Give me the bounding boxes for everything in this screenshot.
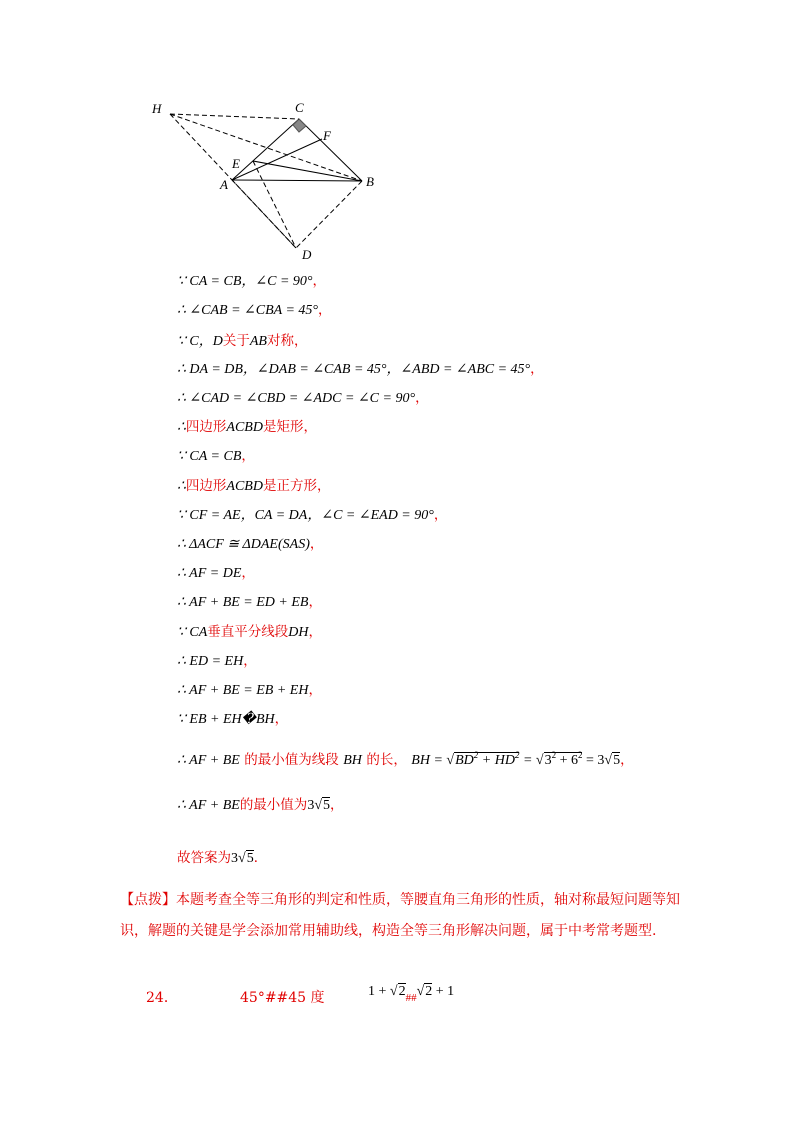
math: ∴ ΔACF ≅ ΔDAE(SAS) — [177, 537, 310, 552]
text: 四边形 — [185, 478, 227, 494]
text: 关于 — [222, 333, 250, 349]
label-b: B — [366, 174, 374, 189]
proof-line-18 — [177, 790, 344, 820]
punct: ． — [253, 850, 268, 866]
proof-line-4 — [177, 356, 544, 382]
sqrt-sign: √ — [389, 984, 398, 999]
proof-line-17 — [177, 740, 634, 770]
math: ∵ CF = AE，CA = DA，∠C = ∠EAD = 90° — [177, 508, 434, 523]
sqrt-sign: √ — [416, 984, 425, 999]
tip-paragraph — [120, 885, 690, 947]
label-d: D — [302, 247, 312, 262]
math: AB — [249, 334, 267, 349]
punct: ， — [274, 711, 289, 727]
sqrt-sign: √ — [314, 798, 322, 813]
segment-bd — [296, 181, 362, 248]
math: ∵ CA = CB，∠C = 90° — [177, 274, 313, 289]
sqrt-sign: √ — [604, 753, 613, 768]
punct: ， — [241, 565, 255, 581]
math: = 3 — [582, 753, 605, 768]
label-c: C — [295, 100, 304, 115]
segment-af — [232, 139, 322, 180]
math: 1 + — [368, 984, 390, 999]
segment-ab — [232, 180, 362, 181]
punct: ， — [309, 536, 324, 552]
answer-blank-2 — [368, 980, 454, 1010]
math: ∵ CA = CB — [177, 449, 242, 464]
proof-line-12 — [177, 589, 322, 615]
sqrt-sign: √ — [535, 753, 544, 768]
punct: ， — [308, 682, 322, 698]
math: ∴ AF + BE = EB + EH — [177, 683, 309, 698]
proof-line-5 — [177, 385, 429, 411]
segment-hc — [170, 114, 299, 119]
math: ∴ ∠CAD = ∠CBD = ∠ADC = ∠C = 90° — [177, 391, 416, 406]
text: 的最小值为 — [239, 797, 308, 813]
text: 垂直平分线段 — [207, 624, 289, 640]
tip-label: 【点拨】 — [120, 892, 176, 908]
proof-line-7 — [177, 443, 255, 469]
math: 3 — [307, 798, 315, 813]
proof-line-3 — [177, 328, 307, 354]
geometry-figure — [140, 92, 400, 264]
proof-line-6 — [177, 414, 317, 440]
answer-blank-1: 45°##45 度 — [240, 990, 325, 1006]
sqrt-sign: √ — [238, 851, 246, 866]
math: ACBD — [226, 420, 263, 435]
sqrt-radicand: $3^2 + 6^2$ — [544, 750, 583, 768]
math: ∴ AF + BE — [177, 798, 240, 813]
text: 四边形 — [185, 419, 227, 435]
punct: ， — [241, 448, 255, 464]
label-a: A — [220, 177, 228, 192]
proof-line-8 — [177, 473, 330, 499]
tip-text: 本题考查全等三角形的判定和性质，等腰直角三角形的性质，轴对称最短问题等知识，解题的关键是学会添加常用辅助线，构造全等三角形解决问题，属于中考常考题型. — [120, 892, 680, 939]
text: 的最小值为线段 — [244, 752, 339, 768]
proof-line-14 — [177, 648, 257, 674]
proof-line-19 — [177, 843, 267, 873]
text: 是矩形， — [262, 419, 317, 435]
proof-line-13 — [177, 619, 322, 645]
sqrt-radicand: 5 — [246, 851, 254, 866]
proof-line-15 — [177, 677, 322, 703]
math: ∴ AF + BE = ED + EB — [177, 595, 309, 610]
math: BH — [343, 753, 362, 768]
text: 对称， — [266, 333, 308, 349]
label-h: H — [152, 101, 162, 116]
math: ∵ CA — [177, 625, 208, 640]
punct: ， — [433, 507, 448, 523]
math: 3 — [231, 851, 238, 866]
punct: ， — [620, 752, 634, 768]
sqrt-radicand: 5 — [323, 798, 330, 813]
punct: ， — [318, 302, 332, 318]
math: ∴ — [177, 479, 186, 494]
punct: ， — [415, 390, 429, 406]
math: ∴ ED = EH — [177, 654, 244, 669]
math: + 1 — [432, 984, 455, 999]
punct: ， — [530, 361, 544, 377]
math: = — [519, 753, 536, 768]
sqrt-radicand: 2 — [398, 984, 406, 999]
punct: ， — [312, 273, 326, 289]
answer-number: 24． — [146, 990, 178, 1006]
proof-line-16 — [177, 706, 288, 732]
math: ∴ — [177, 420, 186, 435]
right-angle-marker — [293, 119, 306, 132]
segment-eb — [253, 161, 362, 181]
punct: ， — [330, 797, 344, 813]
text: 的长， — [366, 752, 407, 768]
segment-ed — [253, 161, 296, 248]
math: ACBD — [226, 479, 263, 494]
sqrt-sign: √ — [446, 753, 455, 768]
text: 是正方形， — [262, 478, 331, 494]
proof-line-10 — [177, 531, 323, 557]
separator: ## — [405, 992, 417, 1004]
math: ∴ AF = DE — [177, 566, 242, 581]
sqrt-radicand: $BD^2 + HD^2$ — [455, 750, 520, 768]
proof-line-2 — [177, 297, 332, 323]
proof-line-9 — [177, 502, 447, 528]
sqrt-radicand: 2 — [425, 984, 433, 999]
math: ∵ EB + EH�BH — [177, 712, 275, 727]
proof-line-1 — [177, 268, 326, 294]
math: ∴ AF + BE — [177, 753, 240, 768]
text: ， — [308, 624, 323, 640]
segment-ca — [232, 119, 299, 180]
text: 故答案为 — [177, 850, 231, 866]
label-f: F — [323, 128, 331, 143]
sqrt-radicand: 5 — [613, 753, 621, 768]
punct: ， — [243, 653, 257, 669]
math: BH = — [411, 753, 447, 768]
punct: ， — [308, 594, 322, 610]
math: ∴ ∠CAB = ∠CBA = 45° — [177, 303, 318, 318]
math: ∴ DA = DB，∠DAB = ∠CAB = 45°，∠ABD = ∠ABC = 45° — [177, 362, 531, 377]
segment-hb — [170, 114, 362, 181]
math: DH — [288, 625, 309, 640]
proof-line-11 — [177, 560, 255, 586]
math: ∵ C，D — [177, 334, 223, 349]
label-e: E — [232, 156, 240, 171]
